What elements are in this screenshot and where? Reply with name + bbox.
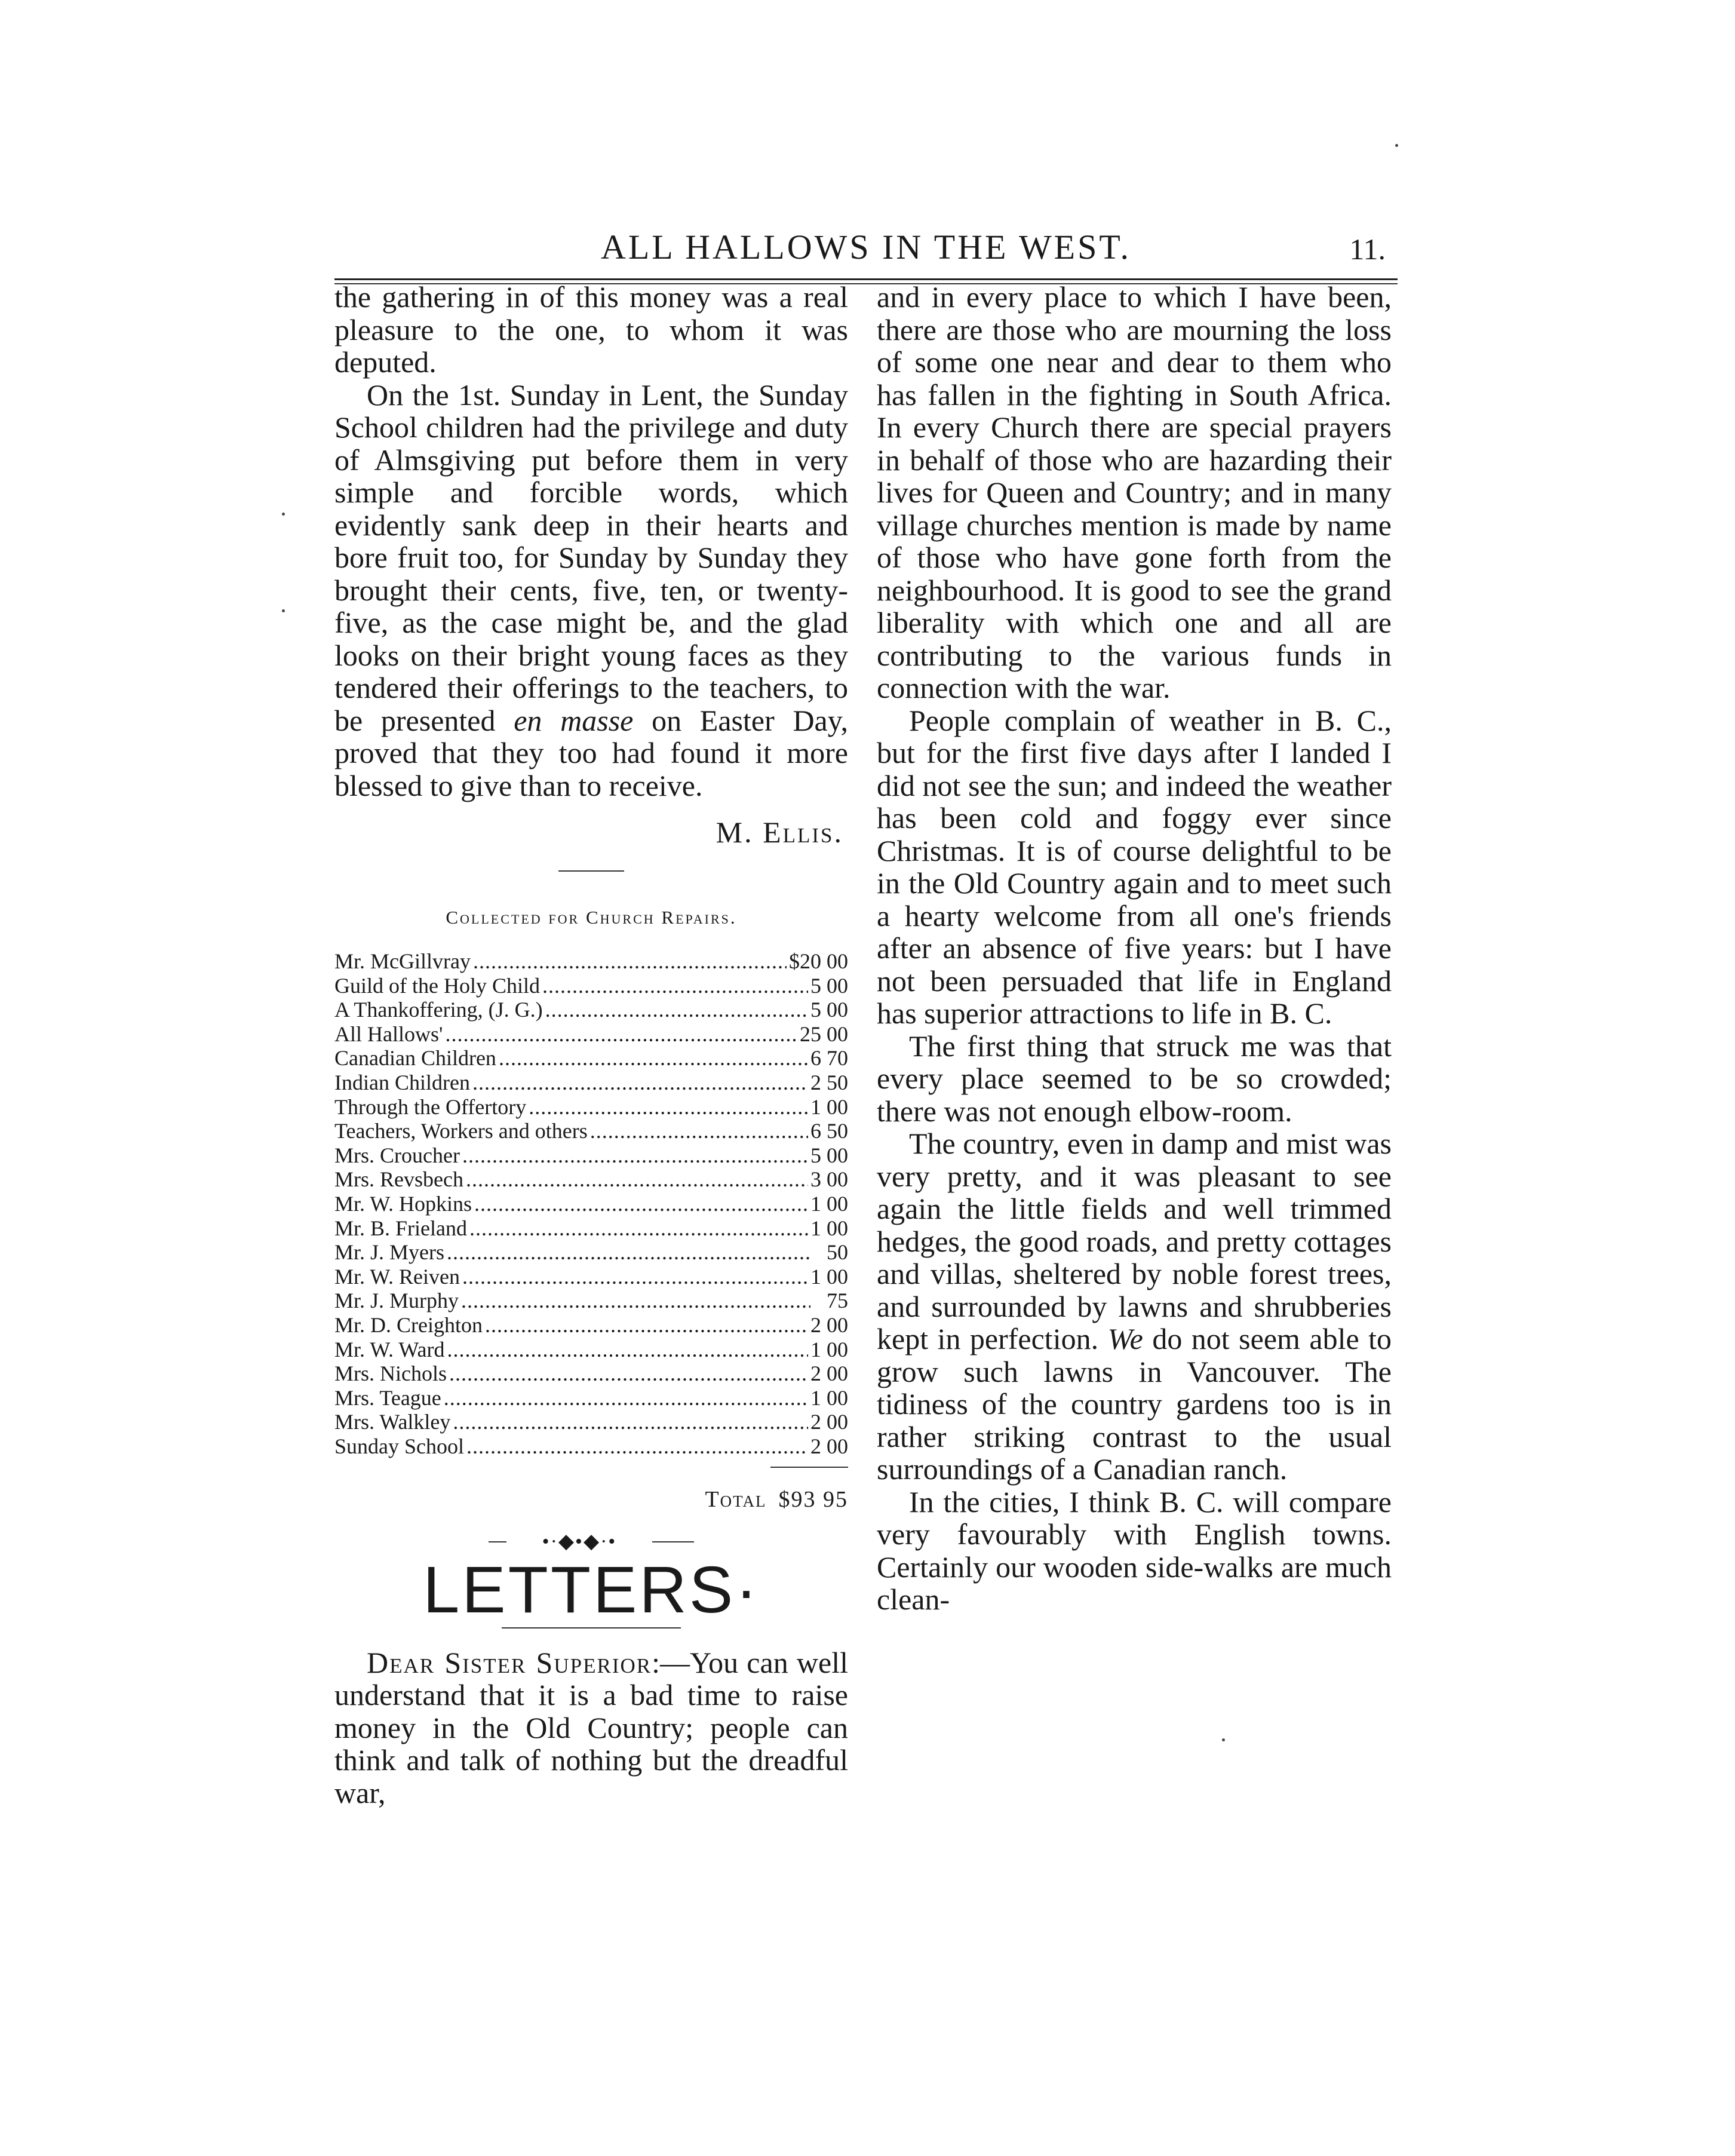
ledger-amount: 5 00	[810, 973, 848, 998]
ledger-row	[334, 949, 848, 974]
ledger-row	[334, 1071, 848, 1095]
ledger-leader-dots	[590, 1119, 808, 1143]
right-paragraph-2: People complain of weather in B. C., but for the first five days after I landed I did not see the sun; and indeed the weather has been cold and foggy ever since Christmas. It is of course delightful to be in the Old Country again and to meet such a hearty welcome from all one's friends after an absence of five years: but I have not been persuaded that life in England has superior attractions to life in B. C.	[877, 703, 1392, 1030]
ledger-name: Mr. W. Ward	[334, 1337, 445, 1361]
ledger-leader-dots	[473, 949, 787, 974]
en-masse-italic: en masse	[514, 703, 634, 737]
right-paragraph-4	[877, 1127, 1392, 1486]
left-paragraph-1: the gathering in of this money was a real pleasure to the one, to whom it was deputed.	[334, 280, 848, 379]
ledger-row	[334, 1386, 848, 1410]
ledger-leader-dots	[462, 1143, 808, 1168]
ledger-row	[334, 1265, 848, 1289]
ledger-leader-dots	[485, 1313, 808, 1338]
ledger-row	[334, 1143, 848, 1168]
ledger-leader-dots	[474, 1192, 808, 1216]
ledger-row	[334, 1216, 848, 1241]
left-paragraph-2	[334, 379, 848, 802]
right-paragraph-5: In the cities, I think B. C. will compare very favourably with English towns. Certainly our wooden side-walks are much clean-	[877, 1485, 1392, 1616]
ledger-amount: 1 00	[810, 1191, 848, 1216]
ledger-leader-dots	[461, 1289, 810, 1313]
ledger-name: Mrs. Nichols	[334, 1361, 447, 1386]
ledger-amount: 1 00	[810, 1385, 848, 1410]
ledger-name: Mrs. Croucher	[334, 1143, 460, 1167]
ledger-row	[334, 1192, 848, 1216]
ornament-dash-right	[652, 1541, 694, 1542]
ledger-row	[334, 1167, 848, 1192]
left-paragraph-2-text: On the 1st. Sunday in Lent, the Sunday School children had the privilege and duty of Almsgiving put before them in very simple and forcible words, which evidently sank deep in their hearts and bore fruit too, for Sunday by Sunday they brought their cents, five, ten, or twenty-five, as the case might be, and the glad looks on their bright young faces as they tendered their offerings to the teachers, to be presented	[334, 378, 848, 737]
ledger-row	[334, 1338, 848, 1362]
ledger-name: Canadian Children	[334, 1046, 496, 1071]
right-paragraph-1: and in every place to which I have been, there are those who are mourning the loss of some one near and dear to them who has fallen in the fighting in South Africa. In every Church there are special prayers in behalf of those who are hazarding their lives for Queen and Country; and in many village churches mention is made by name of those who have gone forth from the neighbourhood. It is good to see the grand liberality with which one and all are contributing to the various funds in connection with the war.	[877, 280, 1392, 704]
ledger-name: Mr. W. Hopkins	[334, 1191, 472, 1216]
letters-heading: LETTERS·	[423, 1553, 760, 1627]
ledger-amount: 5 00	[810, 998, 848, 1022]
ledger-amount: 3 00	[810, 1167, 848, 1192]
ledger-leader-dots	[445, 1022, 797, 1047]
ledger-amount: 2 00	[810, 1312, 848, 1337]
print-speck	[282, 609, 285, 612]
section-divider	[558, 870, 624, 872]
ledger-row	[334, 974, 848, 998]
ledger-amount: 1 00	[810, 1264, 848, 1289]
ledger-name: Mr. J. Murphy	[334, 1289, 459, 1313]
left-column	[334, 281, 848, 1809]
ledger-amount: 75	[827, 1289, 848, 1313]
total-amount: $93 95	[778, 1487, 848, 1513]
collection-title: Collected for Church Repairs.	[446, 906, 737, 928]
right-paragraph-3: The first thing that struck me was that every place seemed to be so crowded; there was not enough elbow-room.	[877, 1029, 1392, 1128]
ledger-row	[334, 1046, 848, 1071]
ledger-leader-dots	[529, 1095, 808, 1120]
ledger-row	[334, 1410, 848, 1434]
ledger-amount: 1 00	[810, 1216, 848, 1240]
left-paragraph-2-text-end: on Easter Day, proved that they too had found it more blessed to give than to receive.	[334, 703, 848, 802]
ledger-amount: 2 00	[810, 1410, 848, 1434]
letters-underline	[502, 1627, 681, 1628]
ledger-name: Teachers, Workers and others	[334, 1119, 588, 1143]
ledger-leader-dots	[472, 1071, 808, 1095]
right-paragraph-4-text: The country, even in damp and mist was very pretty, and it was pleasant to see again the little fields and well trimmed hedges, the good roads, and pretty cottages and villas, sheltered by noble forest trees, and surrounded by lawns and shrubberies kept in perfection.	[877, 1127, 1392, 1355]
running-title: ALL HALLOWS IN THE WEST.	[600, 228, 1131, 266]
total-line	[334, 1483, 848, 1516]
ledger-leader-dots	[499, 1046, 808, 1071]
ledger-amount: 1 00	[810, 1094, 848, 1119]
ledger-name: Mr. D. Creighton	[334, 1312, 483, 1337]
ledger-amount: 5 00	[810, 1143, 848, 1167]
ledger-name: Mrs. Teague	[334, 1385, 441, 1410]
ledger-leader-dots	[447, 1338, 808, 1362]
print-speck	[1395, 144, 1398, 147]
ledger-leader-dots	[466, 1434, 808, 1459]
signature: M. Ellis.	[716, 815, 843, 849]
ledger-name: Mrs. Revsbech	[334, 1167, 463, 1192]
ledger-leader-dots	[453, 1410, 808, 1434]
ledger-name: Mr. McGillvray	[334, 949, 471, 973]
ledger-name: Indian Children	[334, 1070, 470, 1094]
ledger-amount: 6 50	[810, 1119, 848, 1143]
right-paragraph-4-text-end: do not seem able to grow such lawns in Vancouver. The tidiness of the country gardens too is in rather striking contrast to the usual surroundings of a Canadian ranch.	[877, 1322, 1392, 1486]
page-number: 11.	[1349, 232, 1386, 266]
ledger-leader-dots	[462, 1265, 808, 1289]
ornament-glyph: •·◆•◆·•	[542, 1530, 617, 1553]
ledger-amount: 6 70	[810, 1046, 848, 1071]
ledger-row	[334, 1361, 848, 1386]
ledger-row	[334, 1022, 848, 1047]
letter-opening-text: :—You can well understand that it is a bad time to raise money in the Old Country; people can think and talk of nothing but the dreadful war,	[334, 1645, 848, 1810]
ledger-row	[334, 1095, 848, 1120]
collection-ledger	[334, 949, 848, 1458]
ledger-name: All Hallows'	[334, 1022, 443, 1046]
ledger-name: Guild of the Holy Child	[334, 973, 540, 998]
ledger-row	[334, 998, 848, 1022]
ledger-name: A Thankoffering, (J. G.)	[334, 998, 543, 1022]
print-speck	[1222, 1738, 1225, 1741]
ledger-row	[334, 1119, 848, 1143]
ledger-row	[334, 1434, 848, 1459]
ledger-leader-dots	[466, 1167, 808, 1192]
total-rule	[770, 1467, 848, 1468]
ledger-amount: 2 00	[810, 1434, 848, 1458]
ledger-leader-dots	[469, 1216, 808, 1241]
total-label: Total	[705, 1487, 767, 1513]
ledger-row	[334, 1313, 848, 1338]
ledger-name: Mr. W. Reiven	[334, 1264, 460, 1289]
ledger-name: Mr. J. Myers	[334, 1240, 445, 1265]
ornament-divider	[334, 1530, 848, 1553]
right-column	[877, 281, 1392, 1616]
ledger-leader-dots	[444, 1386, 808, 1410]
ledger-amount: $20 00	[789, 949, 848, 973]
ornament-dash-left	[489, 1541, 506, 1542]
ledger-name: Sunday School	[334, 1434, 465, 1458]
ledger-name: Mr. B. Frieland	[334, 1216, 467, 1240]
ledger-leader-dots	[545, 998, 808, 1022]
ledger-row	[334, 1289, 848, 1313]
letter-salutation: Dear Sister Superior	[367, 1645, 652, 1679]
we-italic: We	[1107, 1322, 1143, 1355]
print-speck	[282, 513, 285, 516]
ledger-leader-dots	[447, 1240, 809, 1265]
ledger-name: Through the Offertory	[334, 1094, 527, 1119]
ledger-name: Mrs. Walkley	[334, 1410, 451, 1434]
ledger-leader-dots	[542, 974, 808, 998]
ledger-row	[334, 1240, 848, 1265]
letter-opening	[334, 1646, 848, 1810]
ledger-amount: 1 00	[810, 1337, 848, 1361]
ledger-amount: 2 00	[810, 1361, 848, 1386]
ledger-amount: 2 50	[810, 1070, 848, 1094]
ledger-amount: 50	[827, 1240, 848, 1265]
ledger-leader-dots	[449, 1361, 808, 1386]
ledger-amount: 25 00	[800, 1022, 848, 1046]
